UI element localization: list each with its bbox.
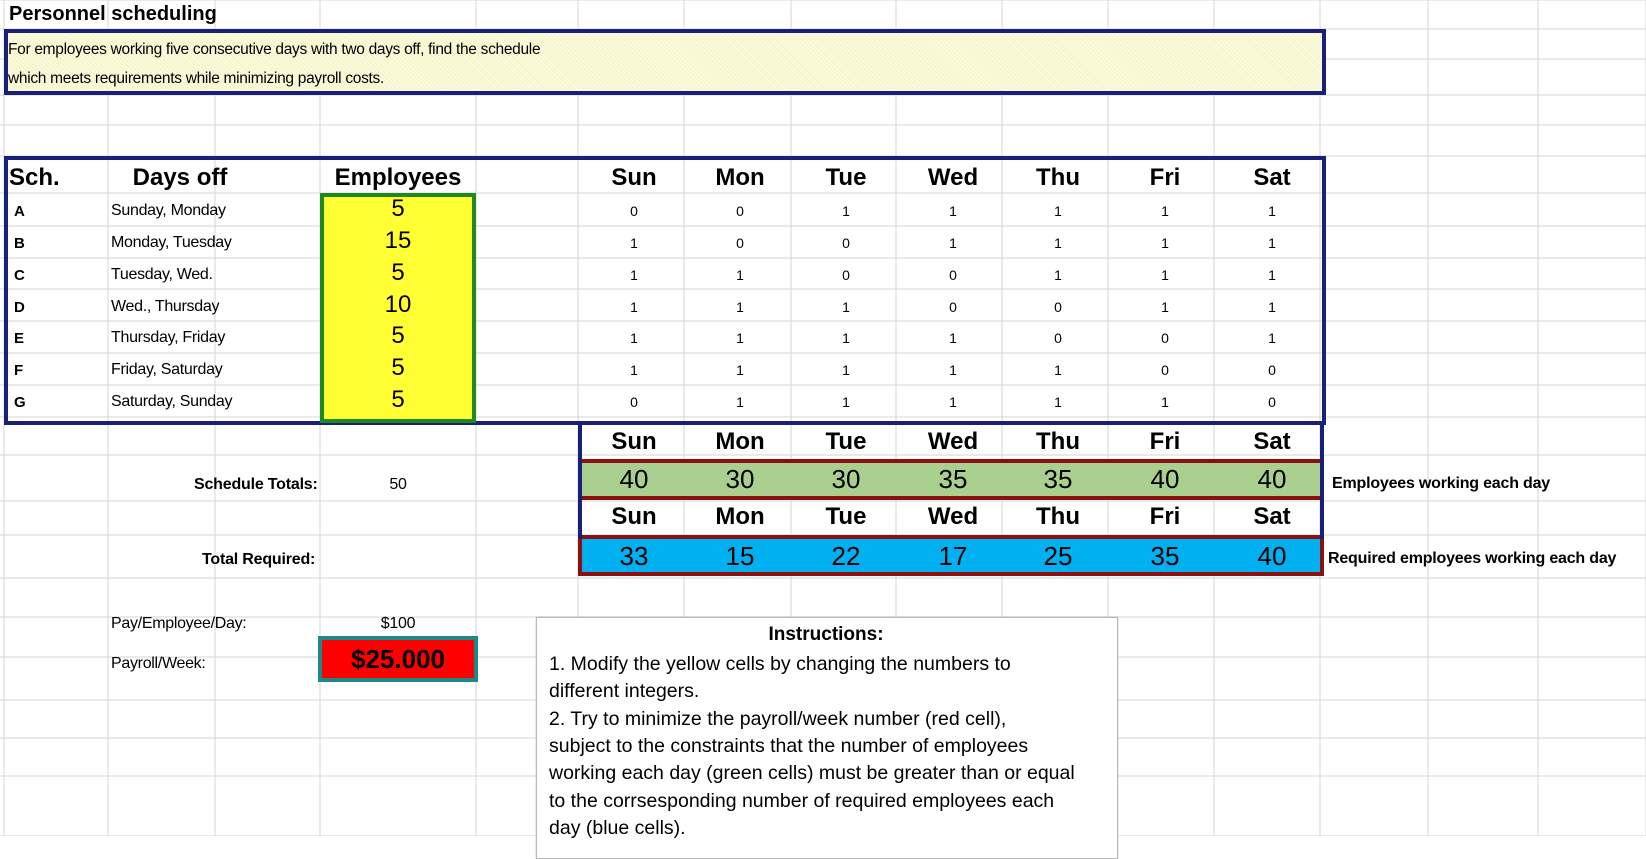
work-cell-d-sat[interactable]: 1 bbox=[1268, 299, 1276, 315]
work-cell-c-sat[interactable]: 1 bbox=[1268, 267, 1276, 283]
work-cell-e-mon[interactable]: 1 bbox=[736, 330, 744, 346]
header-day-sat[interactable]: Sat bbox=[1253, 164, 1291, 191]
working-header-tue[interactable]: Tue bbox=[825, 428, 867, 455]
payroll-week-label: Payroll/Week: bbox=[111, 655, 206, 672]
work-cell-a-sat[interactable]: 1 bbox=[1268, 203, 1276, 219]
instructions-line-5: working each day (green cells) must be greater than or equal bbox=[549, 762, 1075, 785]
instructions-line-6: to the corrsesponding number of required employees each bbox=[549, 789, 1055, 812]
instructions-line-4: subject to the constraints that the number of employees bbox=[549, 734, 1029, 757]
work-cell-g-fri[interactable]: 1 bbox=[1161, 394, 1169, 410]
work-cell-a-sun[interactable]: 0 bbox=[630, 203, 638, 219]
schedule-id-a[interactable]: A bbox=[14, 203, 25, 220]
work-cell-c-mon[interactable]: 1 bbox=[736, 267, 744, 283]
work-cell-c-tue[interactable]: 0 bbox=[842, 267, 850, 283]
sheet-title[interactable]: Personnel scheduling bbox=[9, 3, 217, 25]
work-cell-b-wed[interactable]: 1 bbox=[949, 235, 957, 251]
header-day-tue[interactable]: Tue bbox=[825, 164, 867, 191]
work-cell-d-wed[interactable]: 0 bbox=[949, 299, 957, 315]
header-day-fri[interactable]: Fri bbox=[1149, 164, 1181, 191]
days-off-a[interactable]: Sunday, Monday bbox=[111, 202, 226, 219]
required-header-sat[interactable]: Sat bbox=[1253, 503, 1291, 530]
work-cell-f-sun[interactable]: 1 bbox=[630, 362, 638, 378]
description-line-2: which meets requirements while minimizing payroll costs. bbox=[8, 70, 385, 87]
work-cell-c-sun[interactable]: 1 bbox=[630, 267, 638, 283]
work-cell-g-thu[interactable]: 1 bbox=[1054, 394, 1062, 410]
working-header-sat[interactable]: Sat bbox=[1253, 428, 1291, 455]
required-header-thu[interactable]: Thu bbox=[1036, 503, 1080, 530]
required-header-sun[interactable]: Sun bbox=[611, 503, 657, 530]
required-employees-label: Required employees working each day bbox=[1328, 550, 1617, 567]
header-employees[interactable]: Employees bbox=[334, 164, 462, 191]
instructions-line-3: 2. Try to minimize the payroll/week number (red cell), bbox=[549, 707, 1007, 730]
working-value-fri[interactable]: 40 bbox=[1150, 464, 1180, 494]
schedule-totals-label: Schedule Totals: bbox=[194, 476, 318, 493]
required-value-sun[interactable]: 33 bbox=[619, 541, 649, 571]
work-cell-e-wed[interactable]: 1 bbox=[949, 330, 957, 346]
work-cell-d-fri[interactable]: 1 bbox=[1161, 299, 1169, 315]
schedule-id-b[interactable]: B bbox=[14, 235, 25, 252]
work-cell-a-thu[interactable]: 1 bbox=[1054, 203, 1062, 219]
required-value-fri[interactable]: 35 bbox=[1150, 541, 1180, 571]
work-cell-b-thu[interactable]: 1 bbox=[1054, 235, 1062, 251]
required-value-sat[interactable]: 40 bbox=[1257, 541, 1287, 571]
pay-per-employee-value[interactable]: $100 bbox=[380, 615, 416, 632]
employees-input-b[interactable]: 15 bbox=[384, 227, 412, 254]
work-cell-f-tue[interactable]: 1 bbox=[842, 362, 850, 378]
schedule-table-frame bbox=[4, 156, 1326, 425]
work-cell-f-thu[interactable]: 1 bbox=[1054, 362, 1062, 378]
work-cell-d-mon[interactable]: 1 bbox=[736, 299, 744, 315]
payroll-week-value: $25.000 bbox=[351, 644, 445, 674]
work-cell-d-sun[interactable]: 1 bbox=[630, 299, 638, 315]
work-cell-g-sat[interactable]: 0 bbox=[1268, 394, 1276, 410]
work-cell-e-thu[interactable]: 0 bbox=[1054, 330, 1062, 346]
employees-input-f[interactable]: 5 bbox=[391, 354, 405, 381]
header-day-mon[interactable]: Mon bbox=[715, 164, 765, 191]
days-off-g[interactable]: Saturday, Sunday bbox=[111, 393, 233, 410]
header-day-thu[interactable]: Thu bbox=[1036, 164, 1080, 191]
employees-working-label: Employees working each day bbox=[1332, 475, 1550, 492]
work-cell-b-mon[interactable]: 0 bbox=[736, 235, 744, 251]
header-days-off[interactable]: Days off bbox=[132, 164, 228, 191]
working-header-fri[interactable]: Fri bbox=[1149, 428, 1181, 455]
required-header-mon[interactable]: Mon bbox=[715, 503, 765, 530]
working-header-sun[interactable]: Sun bbox=[611, 428, 657, 455]
work-cell-f-mon[interactable]: 1 bbox=[736, 362, 744, 378]
working-header-mon[interactable]: Mon bbox=[715, 428, 765, 455]
instructions-line-2: different integers. bbox=[549, 680, 700, 703]
schedule-id-d[interactable]: D bbox=[14, 299, 25, 316]
days-off-c[interactable]: Tuesday, Wed. bbox=[111, 266, 213, 283]
required-value-thu[interactable]: 25 bbox=[1043, 541, 1073, 571]
work-cell-a-tue[interactable]: 1 bbox=[842, 203, 850, 219]
instructions-title: Instructions: bbox=[768, 624, 884, 645]
work-cell-e-sun[interactable]: 1 bbox=[630, 330, 638, 346]
instructions-line-7: day (blue cells). bbox=[549, 816, 686, 839]
days-off-e[interactable]: Thursday, Friday bbox=[111, 329, 226, 346]
work-cell-d-thu[interactable]: 0 bbox=[1054, 299, 1062, 315]
work-cell-c-wed[interactable]: 0 bbox=[949, 267, 957, 283]
work-cell-e-sat[interactable]: 1 bbox=[1268, 330, 1276, 346]
working-value-mon[interactable]: 30 bbox=[725, 464, 755, 494]
employees-input-d[interactable]: 10 bbox=[384, 291, 412, 318]
schedule-id-g[interactable]: G bbox=[14, 394, 26, 411]
work-cell-c-thu[interactable]: 1 bbox=[1054, 267, 1062, 283]
required-header-wed[interactable]: Wed bbox=[927, 503, 979, 530]
employees-input-g[interactable]: 5 bbox=[391, 386, 405, 413]
required-value-tue[interactable]: 22 bbox=[831, 541, 861, 571]
required-header-fri[interactable]: Fri bbox=[1149, 503, 1181, 530]
work-cell-d-tue[interactable]: 1 bbox=[842, 299, 850, 315]
work-cell-g-sun[interactable]: 0 bbox=[630, 394, 638, 410]
work-cell-b-tue[interactable]: 0 bbox=[842, 235, 850, 251]
working-value-sun[interactable]: 40 bbox=[619, 464, 649, 494]
working-header-thu[interactable]: Thu bbox=[1036, 428, 1080, 455]
work-cell-f-sat[interactable]: 0 bbox=[1268, 362, 1276, 378]
work-cell-b-sun[interactable]: 1 bbox=[630, 235, 638, 251]
instructions-line-1: 1. Modify the yellow cells by changing the numbers to bbox=[549, 653, 1011, 675]
work-cell-g-wed[interactable]: 1 bbox=[949, 394, 957, 410]
work-cell-f-fri[interactable]: 0 bbox=[1161, 362, 1169, 378]
work-cell-a-fri[interactable]: 1 bbox=[1161, 203, 1169, 219]
days-off-f[interactable]: Friday, Saturday bbox=[111, 361, 223, 378]
working-header-wed[interactable]: Wed bbox=[927, 428, 979, 455]
header-sch[interactable]: Sch. bbox=[9, 164, 60, 191]
work-cell-b-sat[interactable]: 1 bbox=[1268, 235, 1276, 251]
working-value-wed[interactable]: 35 bbox=[938, 464, 968, 494]
required-header-tue[interactable]: Tue bbox=[825, 503, 867, 530]
schedule-totals-value[interactable]: 50 bbox=[389, 476, 407, 493]
work-cell-e-fri[interactable]: 0 bbox=[1161, 330, 1169, 346]
days-off-d[interactable]: Wed., Thursday bbox=[111, 298, 220, 315]
header-day-wed[interactable]: Wed bbox=[927, 164, 979, 191]
description-line-1: For employees working five consecutive days with two days off, find the schedule bbox=[8, 41, 541, 58]
schedule-id-f[interactable]: F bbox=[14, 362, 24, 379]
required-value-wed[interactable]: 17 bbox=[938, 541, 968, 571]
working-value-thu[interactable]: 35 bbox=[1043, 464, 1073, 494]
work-cell-b-fri[interactable]: 1 bbox=[1161, 235, 1169, 251]
working-value-sat[interactable]: 40 bbox=[1257, 464, 1287, 494]
work-cell-g-mon[interactable]: 1 bbox=[736, 394, 744, 410]
working-value-tue[interactable]: 30 bbox=[831, 464, 861, 494]
required-value-mon[interactable]: 15 bbox=[725, 541, 755, 571]
employees-input-c[interactable]: 5 bbox=[391, 259, 405, 286]
employees-input-e[interactable]: 5 bbox=[391, 322, 405, 349]
schedule-id-e[interactable]: E bbox=[14, 330, 25, 347]
employees-input-a[interactable]: 5 bbox=[391, 195, 405, 222]
work-cell-g-tue[interactable]: 1 bbox=[842, 394, 850, 410]
work-cell-a-mon[interactable]: 0 bbox=[736, 203, 744, 219]
work-cell-a-wed[interactable]: 1 bbox=[949, 203, 957, 219]
header-day-sun[interactable]: Sun bbox=[611, 164, 657, 191]
work-cell-e-tue[interactable]: 1 bbox=[842, 330, 850, 346]
work-cell-f-wed[interactable]: 1 bbox=[949, 362, 957, 378]
total-required-label: Total Required: bbox=[202, 551, 316, 568]
schedule-id-c[interactable]: C bbox=[14, 267, 25, 284]
pay-per-employee-label: Pay/Employee/Day: bbox=[111, 615, 247, 632]
days-off-b[interactable]: Monday, Tuesday bbox=[111, 234, 232, 251]
work-cell-c-fri[interactable]: 1 bbox=[1161, 267, 1169, 283]
